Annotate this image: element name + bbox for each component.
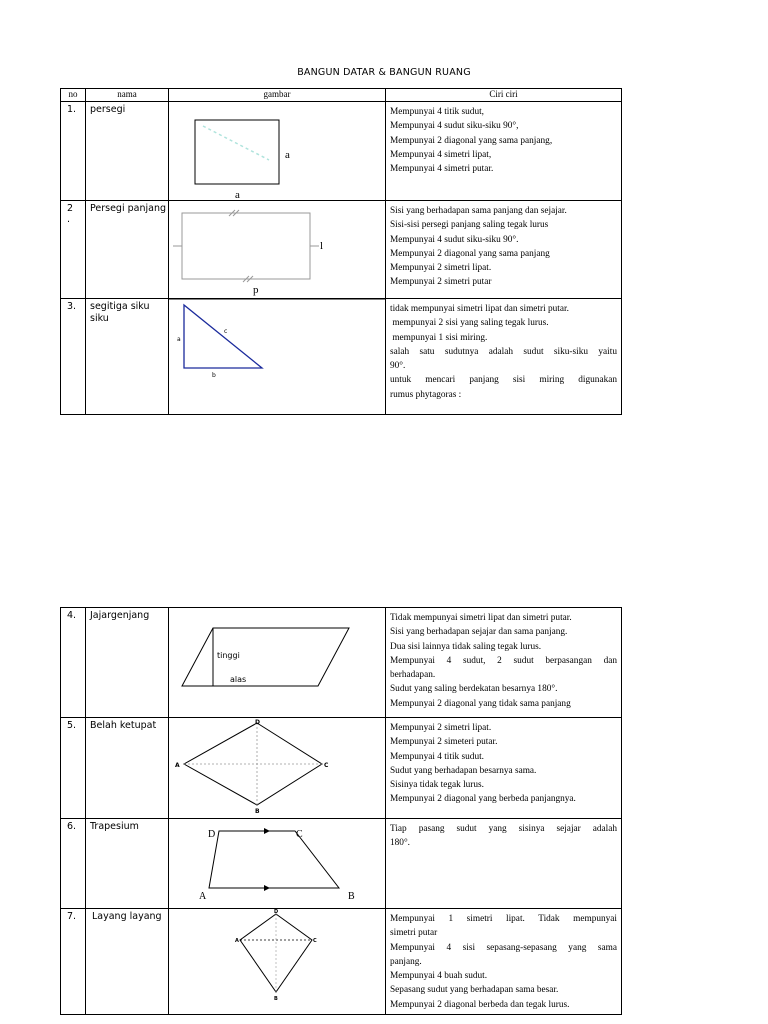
ciri-line: salah satu sudutnya adalah sudut siku-siku yaitu [390,346,617,357]
header-gambar: gambar [169,89,386,102]
ciri-line: Sisinya tidak tegak lurus. [390,780,484,791]
rhombus-label-a: A [175,762,180,769]
table-row [61,299,622,415]
parallelogram-label-height: tinggi [217,651,240,660]
row-gambar [169,819,386,909]
ciri-line: mempunyai 2 sisi yang saling tegak lurus. [390,318,549,329]
ciri-line: Mempunyai 2 simeteri putar. [390,737,498,748]
right-triangle-figure [169,299,386,414]
row-nama: Belah ketupat [86,718,169,819]
parallelogram-figure [169,608,386,717]
row-ciri [386,909,622,1015]
ciri-line: berhadapan. [390,670,436,681]
trapezoid-label-b: B [348,891,355,902]
row-nama: Layang layang [86,909,169,1015]
row-gambar [169,201,386,299]
ciri-line: Mempunyai 4 titik sudut. [390,751,484,762]
row-ciri [386,102,622,201]
ciri-line: Mempunyai 4 simetri lipat, [390,149,492,160]
square-label-right: a [285,149,290,161]
row-ciri [386,201,622,299]
row-gambar [169,718,386,819]
ciri-line: Sepasang sudut yang berhadapan sama besar. [390,985,559,996]
ciri-line: mempunyai 1 sisi miring. [390,332,488,343]
shapes-table-1 [60,88,622,415]
trapezoid-label-a: A [199,891,207,902]
header-ciri: Ciri ciri [386,89,622,102]
table-row [61,819,622,909]
trapezoid-label-d: D [208,829,216,840]
ciri-line: Sisi yang berhadapan sama panjang dan sejajar. [390,206,567,216]
rhombus-label-c: C [324,762,329,769]
header-nama: nama [86,89,169,102]
ciri-line: Mempunyai 4 simetri putar. [390,164,494,175]
ciri-line: Mempunyai 1 simetri lipat. Tidak mempunyai [390,914,617,924]
row-no: 7. [61,909,86,1015]
ciri-line: 90°. [390,361,406,372]
row-nama: persegi [86,102,169,201]
ciri-line: Dua sisi lainnya tidak saling tegak lurus. [390,641,542,652]
row-no: 5. [61,718,86,819]
row-no: 1. [61,102,86,201]
shapes-table-2 [60,607,622,1015]
rhombus-figure [169,718,386,818]
ciri-line: Sudut yang saling berdekatan besarnya 180°. [390,684,558,695]
ciri-line: Mempunyai 2 diagonal yang sama panjang [390,248,550,259]
ciri-line: Mempunyai 4 sisi sepasang-sepasang yang sama [390,942,617,953]
ciri-line: Mempunyai 2 diagonal yang sama panjang, [390,135,553,146]
row-nama: Jajargenjang [86,608,169,718]
row-ciri [386,718,622,819]
rhombus-label-b: B [255,808,260,815]
table-row [61,201,622,299]
row-ciri [386,608,622,718]
kite-figure [169,909,386,1013]
triangle-label-b: b [212,372,216,379]
trapezoid-figure [169,819,386,908]
page-title: BANGUN DATAR & BANGUN RUANG [297,67,471,78]
ciri-line: Sisi-sisi persegi panjang saling tegak lurus [390,220,549,231]
row-nama: Persegi panjang [86,201,169,299]
ciri-line: Mempunyai 2 simetri lipat. [390,723,492,733]
header-no: no [61,89,86,102]
ciri-line: Mempunyai 2 diagonal berbeda dan tegak lurus. [390,999,570,1010]
rhombus-label-d: D [255,719,260,726]
rectangle-label-length: p [253,284,259,296]
ciri-line: 180°. [390,838,410,849]
parallelogram-label-base: alas [230,675,247,684]
triangle-label-a: a [177,336,181,343]
rectangle-label-width: l [320,240,324,252]
kite-label-a: A [235,938,239,944]
kite-label-d: D [274,909,279,915]
row-nama: segitiga siku siku [86,299,169,415]
ciri-line: tidak mempunyai simetri lipat dan simetri putar. [390,304,569,314]
table-row [61,718,622,819]
ciri-line: Mempunyai 4 sudut siku-siku 90°, [390,121,519,132]
row-ciri [386,819,622,909]
row-no-text: 2 . [67,203,74,225]
square-figure [169,102,386,200]
ciri-line: Mempunyai 4 titik sudut, [390,107,484,117]
trapezoid-label-c: C [296,829,303,840]
ciri-line: rumus phytagoras : [390,389,462,400]
row-gambar [169,102,386,201]
table-row [61,102,622,201]
ciri-line: Mempunyai 2 simetri putar [390,277,492,288]
row-no: 6. [61,819,86,909]
row-gambar [169,608,386,718]
row-no: 4. [61,608,86,718]
rectangle-figure [169,201,386,298]
ciri-line: Sudut yang berhadapan besarnya sama. [390,765,537,776]
ciri-line: untuk mencari panjang sisi miring digunakan [390,375,617,386]
ciri-line: Mempunyai 4 buah sudut. [390,971,488,982]
triangle-label-c: c [224,328,228,335]
square-label-bottom: a [235,189,240,200]
row-ciri [386,299,622,415]
ciri-line: simetri putar [390,928,438,939]
table-row [61,909,622,1015]
row-no [61,201,86,299]
ciri-line: Mempunyai 2 diagonal yang tidak sama panjang [390,698,571,709]
kite-label-c: C [313,938,317,944]
header-row [61,89,622,102]
row-nama: Trapesium [86,819,169,909]
ciri-line: Tiap pasang sudut yang sisinya sejajar adalah [390,824,617,834]
ciri-line: Mempunyai 2 diagonal yang berbeda panjangnya. [390,794,576,805]
ciri-line: Mempunyai 2 simetri lipat. [390,263,492,274]
table-row [61,608,622,718]
ciri-line: Mempunyai 4 sudut siku-siku 90°. [390,234,519,245]
ciri-line: Mempunyai 4 sudut, 2 sudut berpasangan dan [390,655,617,666]
kite-label-b: B [274,996,278,1002]
ciri-line: Tidak mempunyai simetri lipat dan simetri putar. [390,613,572,623]
row-gambar [169,299,386,415]
row-no: 3. [61,299,86,415]
ciri-line: Sisi yang berhadapan sejajar dan sama panjang. [390,627,568,638]
row-gambar [169,909,386,1015]
ciri-line: panjang. [390,956,422,967]
